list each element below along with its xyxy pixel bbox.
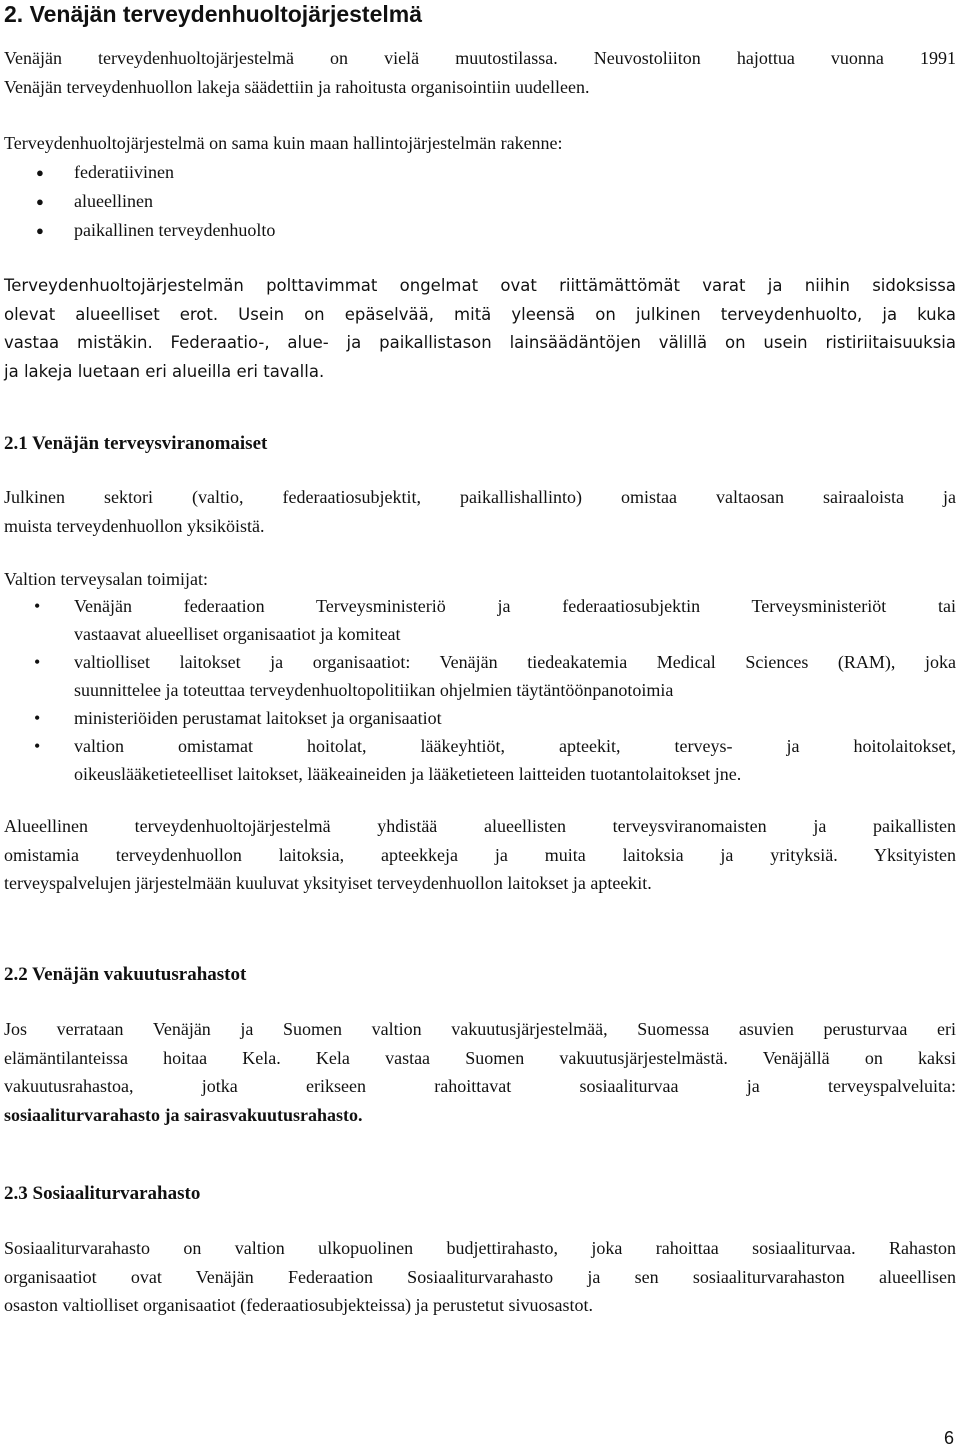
list-item: • valtiolliset laitokset ja organisaatiot: Venäjän tiedeakatemia Medical Sciences (RAM), joka suunnittelee ja toteuttaa terveydenhuoltopolitiikan ohjelmien täytäntöönpanotoimia bbox=[4, 648, 956, 704]
list-item: • Venäjän federaation Terveysministeriö ja federaatiosubjektin Terveysministeriöt tai vastaavat alueelliset organisaatiot ja komiteat bbox=[4, 592, 956, 648]
actors-list bbox=[4, 592, 956, 788]
problems-paragraph bbox=[4, 272, 956, 386]
insurance-line-1: Jos verrataan Venäjän ja Suomen valtion vakuutusjärjestelmää, Suomessa asuvien perusturvaa eri bbox=[4, 1019, 956, 1039]
list-item: • ministeriöiden perustamat laitokset ja organisaatiot bbox=[4, 704, 956, 732]
social-fund-line-1: Sosiaaliturvarahasto on valtion ulkopuolinen budjettirahasto, joka rahoittaa sosiaaliturvaa. Rahaston bbox=[4, 1238, 956, 1258]
bullet-icon: • bbox=[34, 652, 41, 672]
regional-line-1: Alueellinen terveydenhuoltojärjestelmä yhdistää alueellisten terveysviranomaisten ja paikallisten bbox=[4, 816, 956, 836]
problems-line-2: olevat alueelliset erot. Usein on epäselvää, mitä yleensä on julkinen terveydenhuolto, ja kuka bbox=[4, 304, 956, 324]
insurance-line-4: sosiaaliturvarahasto ja sairasvakuutusrahasto. bbox=[4, 1104, 363, 1125]
bullet-icon: • bbox=[34, 596, 41, 616]
social-fund-line-3: osaston valtiolliset organisaatiot (federaatiosubjekteissa) ja perustetut sivuosastot. bbox=[4, 1295, 594, 1315]
list-item: ● alueellinen bbox=[4, 187, 956, 216]
section-2-3-title: 2.3 Sosiaaliturvarahasto bbox=[4, 1183, 201, 1204]
public-sector-paragraph bbox=[4, 483, 956, 540]
page-title: 2. Venäjän terveydenhuoltojärjestelmä bbox=[4, 1, 422, 27]
insurance-paragraph bbox=[4, 1015, 956, 1129]
problems-line-1: Terveydenhuoltojärjestelmän polttavimmat ongelmat ovat riittämättömät varat ja niihin sidoksissa bbox=[4, 276, 956, 295]
insurance-line-2: elämäntilanteissa hoitaa Kela. Kela vastaa Suomen vakuutusjärjestelmästä. Venäjällä on kaksi bbox=[4, 1047, 956, 1068]
section-2-2-title: 2.2 Venäjän vakuutusrahastot bbox=[4, 964, 247, 985]
regional-line-3: terveyspalvelujen järjestelmään kuuluvat yksityiset terveydenhuollon laitokset ja apteekit. bbox=[4, 873, 652, 893]
bullet-icon: • bbox=[34, 736, 41, 756]
social-fund-paragraph bbox=[4, 1234, 956, 1320]
public-sector-line-2: muista terveydenhuollon yksiköistä. bbox=[4, 515, 265, 536]
bullet-icon: • bbox=[34, 708, 41, 728]
actors-lead: Valtion terveysalan toimijat: bbox=[4, 569, 208, 589]
intro-paragraph bbox=[4, 44, 956, 101]
regional-paragraph bbox=[4, 812, 956, 898]
bullet-icon: ● bbox=[36, 223, 44, 238]
list-item: ● paikallinen terveydenhuolto bbox=[4, 216, 956, 245]
page-number: 6 bbox=[943, 1428, 954, 1448]
structure-list bbox=[4, 158, 956, 245]
list-item: • valtion omistamat hoitolat, lääkeyhtiöt, apteekit, terveys- ja hoitolaitokset, oikeuslääketieteelliset laitokset, lääkeaineiden ja lääketieteen laitteiden tuotantolaitokset jne. bbox=[4, 732, 956, 788]
section-2-1-title: 2.1 Venäjän terveysviranomaiset bbox=[4, 433, 268, 454]
bullet-icon: ● bbox=[36, 165, 44, 180]
problems-line-4: ja lakeja luetaan eri alueilla eri tavalla. bbox=[4, 361, 325, 381]
list-item: ● federatiivinen bbox=[4, 158, 956, 187]
bullet-icon: ● bbox=[36, 194, 44, 209]
public-sector-line-1: Julkinen sektori (valtio, federaatiosubjektit, paikallishallinto) omistaa valtaosan sairaaloista ja bbox=[4, 487, 956, 507]
intro-line-1: Venäjän terveydenhuoltojärjestelmä on vielä muutostilassa. Neuvostoliiton hajottua vuonna 1991 bbox=[4, 48, 956, 68]
insurance-line-3: vakuutusrahastoa, jotka erikseen rahoittavat sosiaaliturvaa ja terveyspalveluita: bbox=[4, 1076, 956, 1096]
social-fund-line-2: organisaatiot ovat Venäjän Federaation Sosiaaliturvarahasto ja sen sosiaaliturvarahaston alueellisen bbox=[4, 1266, 956, 1287]
problems-line-3: vastaa mistäkin. Federaatio-, alue- ja paikallistason lainsäädäntöjen välillä on usein ristiriitaisuuksia bbox=[4, 333, 956, 352]
regional-line-2: omistamia terveydenhuollon laitoksia, apteekkeja ja muita laitoksia ja yrityksiä. Yksityisten bbox=[4, 844, 956, 865]
structure-lead: Terveydenhuoltojärjestelmä on sama kuin maan hallintojärjestelmän rakenne: bbox=[4, 133, 563, 153]
intro-line-2: Venäjän terveydenhuollon lakeja säädettiin ja rahoitusta organisointiin uudelleen. bbox=[4, 76, 590, 97]
